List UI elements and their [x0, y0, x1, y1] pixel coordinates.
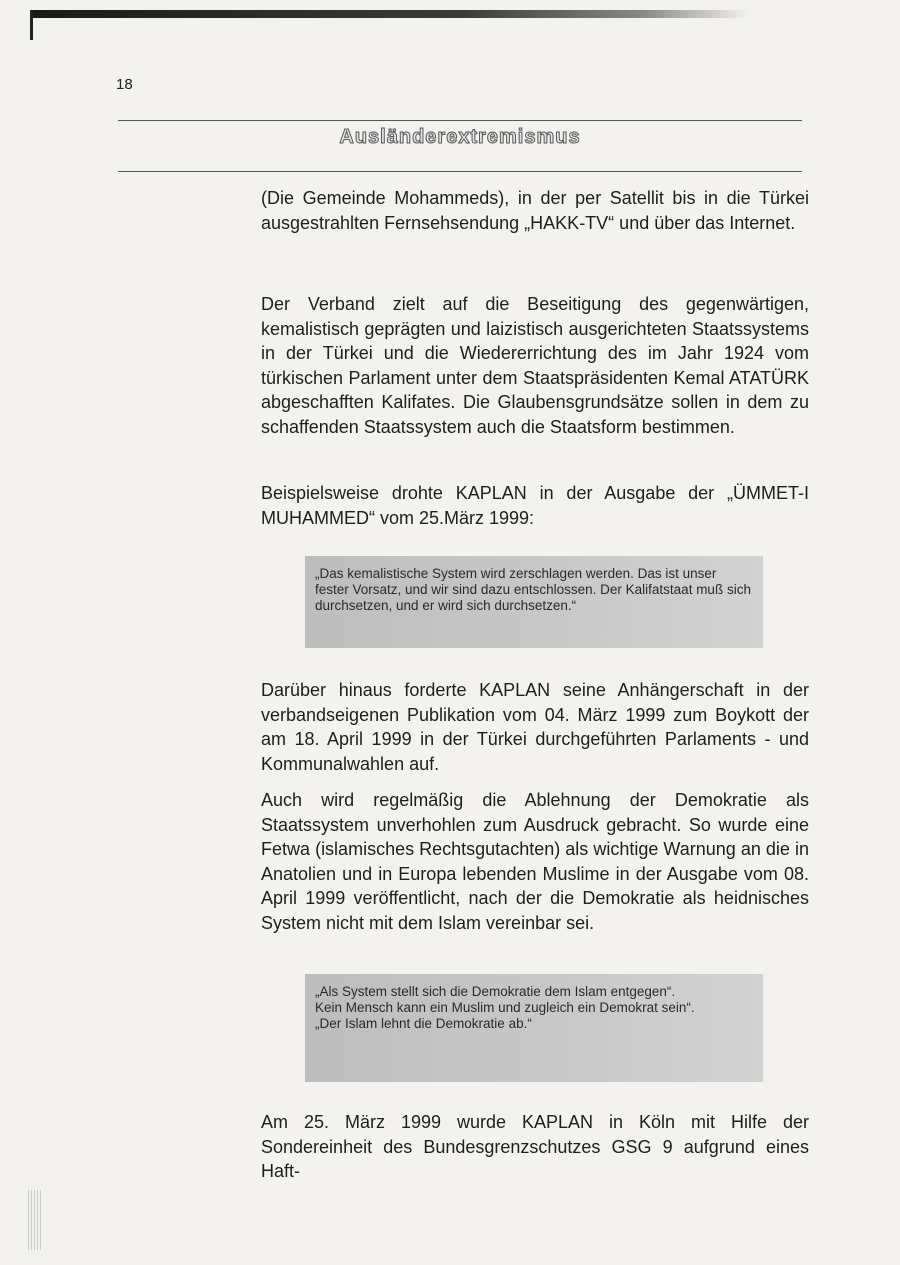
- header-rule-top: [118, 120, 802, 121]
- paragraph-5: Auch wird regelmäßig die Ablehnung der Demokratie als Staatssystem unverhohlen zum Ausdruck gebracht. So wurde eine Fetwa (islamisches Rechtsgutachten) als wichtige Warnung an die in Anatolien und in Europa lebenden Muslime in der Ausgabe vom 08. April 1999 veröffentlicht, nach der die Demokratie als heidnisches System nicht mit dem Islam vereinbar sei.: [261, 790, 809, 933]
- quote-box-1: [305, 556, 763, 648]
- quote-box-2: [305, 974, 763, 1082]
- running-title: Ausländerextremismus: [339, 126, 581, 148]
- page-number: 18: [116, 76, 133, 93]
- scan-edge-top: [30, 10, 750, 18]
- paragraph-2: Der Verband zielt auf die Beseitigung des gegenwärtigen, kemalistisch geprägten und laizistisch ausgerichteten Staatssystems in der Türkei und die Wiedererrichtung des im Jahr 1924 vom türkischen Parlament unter dem Staatspräsidenten Kemal ATATÜRK abgeschafften Kalifates. Die Glaubensgrundsätze sollen in dem zu schaffenden Staatssystem auch die Staatsform bestimmen.: [261, 294, 809, 437]
- paragraph-4: Darüber hinaus forderte KAPLAN seine Anhängerschaft in der verbandseigenen Publikation vom 04. März 1999 zum Boykott der am 18. April 1999 in der Türkei durchgeführten Parlaments - und Kommunalwahlen auf.: [261, 680, 809, 774]
- scan-edge-left: [30, 10, 33, 40]
- paragraph-3: Beispielsweise drohte KAPLAN in der Ausgabe der „ÜMMET-I MUHAMMED“ vom 25.März 1999:: [261, 483, 809, 528]
- quote-line: „Der Islam lehnt die Demokratie ab.“: [315, 1016, 532, 1031]
- quote-text: „Das kemalistische System wird zerschlagen werden. Das ist unser fester Vorsatz, und wir sind dazu entschlossen. Der Kalifatstaat muß sich durchsetzen, und er wird sich durchsetzen.“: [315, 566, 751, 613]
- header-rule-bottom: [118, 171, 802, 172]
- scan-binding-marks: [28, 1190, 42, 1250]
- paragraph-1: (Die Gemeinde Mohammeds), in der per Satellit bis in die Türkei ausgestrahlten Fernsehsendung „HAKK-TV“ und über das Internet.: [261, 188, 809, 233]
- quote-line: „Als System stellt sich die Demokratie dem Islam entgegen“.: [315, 984, 676, 999]
- paragraph-6: Am 25. März 1999 wurde KAPLAN in Köln mit Hilfe der Sondereinheit des Bundesgrenzschutzes GSG 9 aufgrund eines Haft-: [261, 1112, 809, 1181]
- quote-line: Kein Mensch kann ein Muslim und zugleich ein Demokrat sein“.: [315, 1000, 695, 1015]
